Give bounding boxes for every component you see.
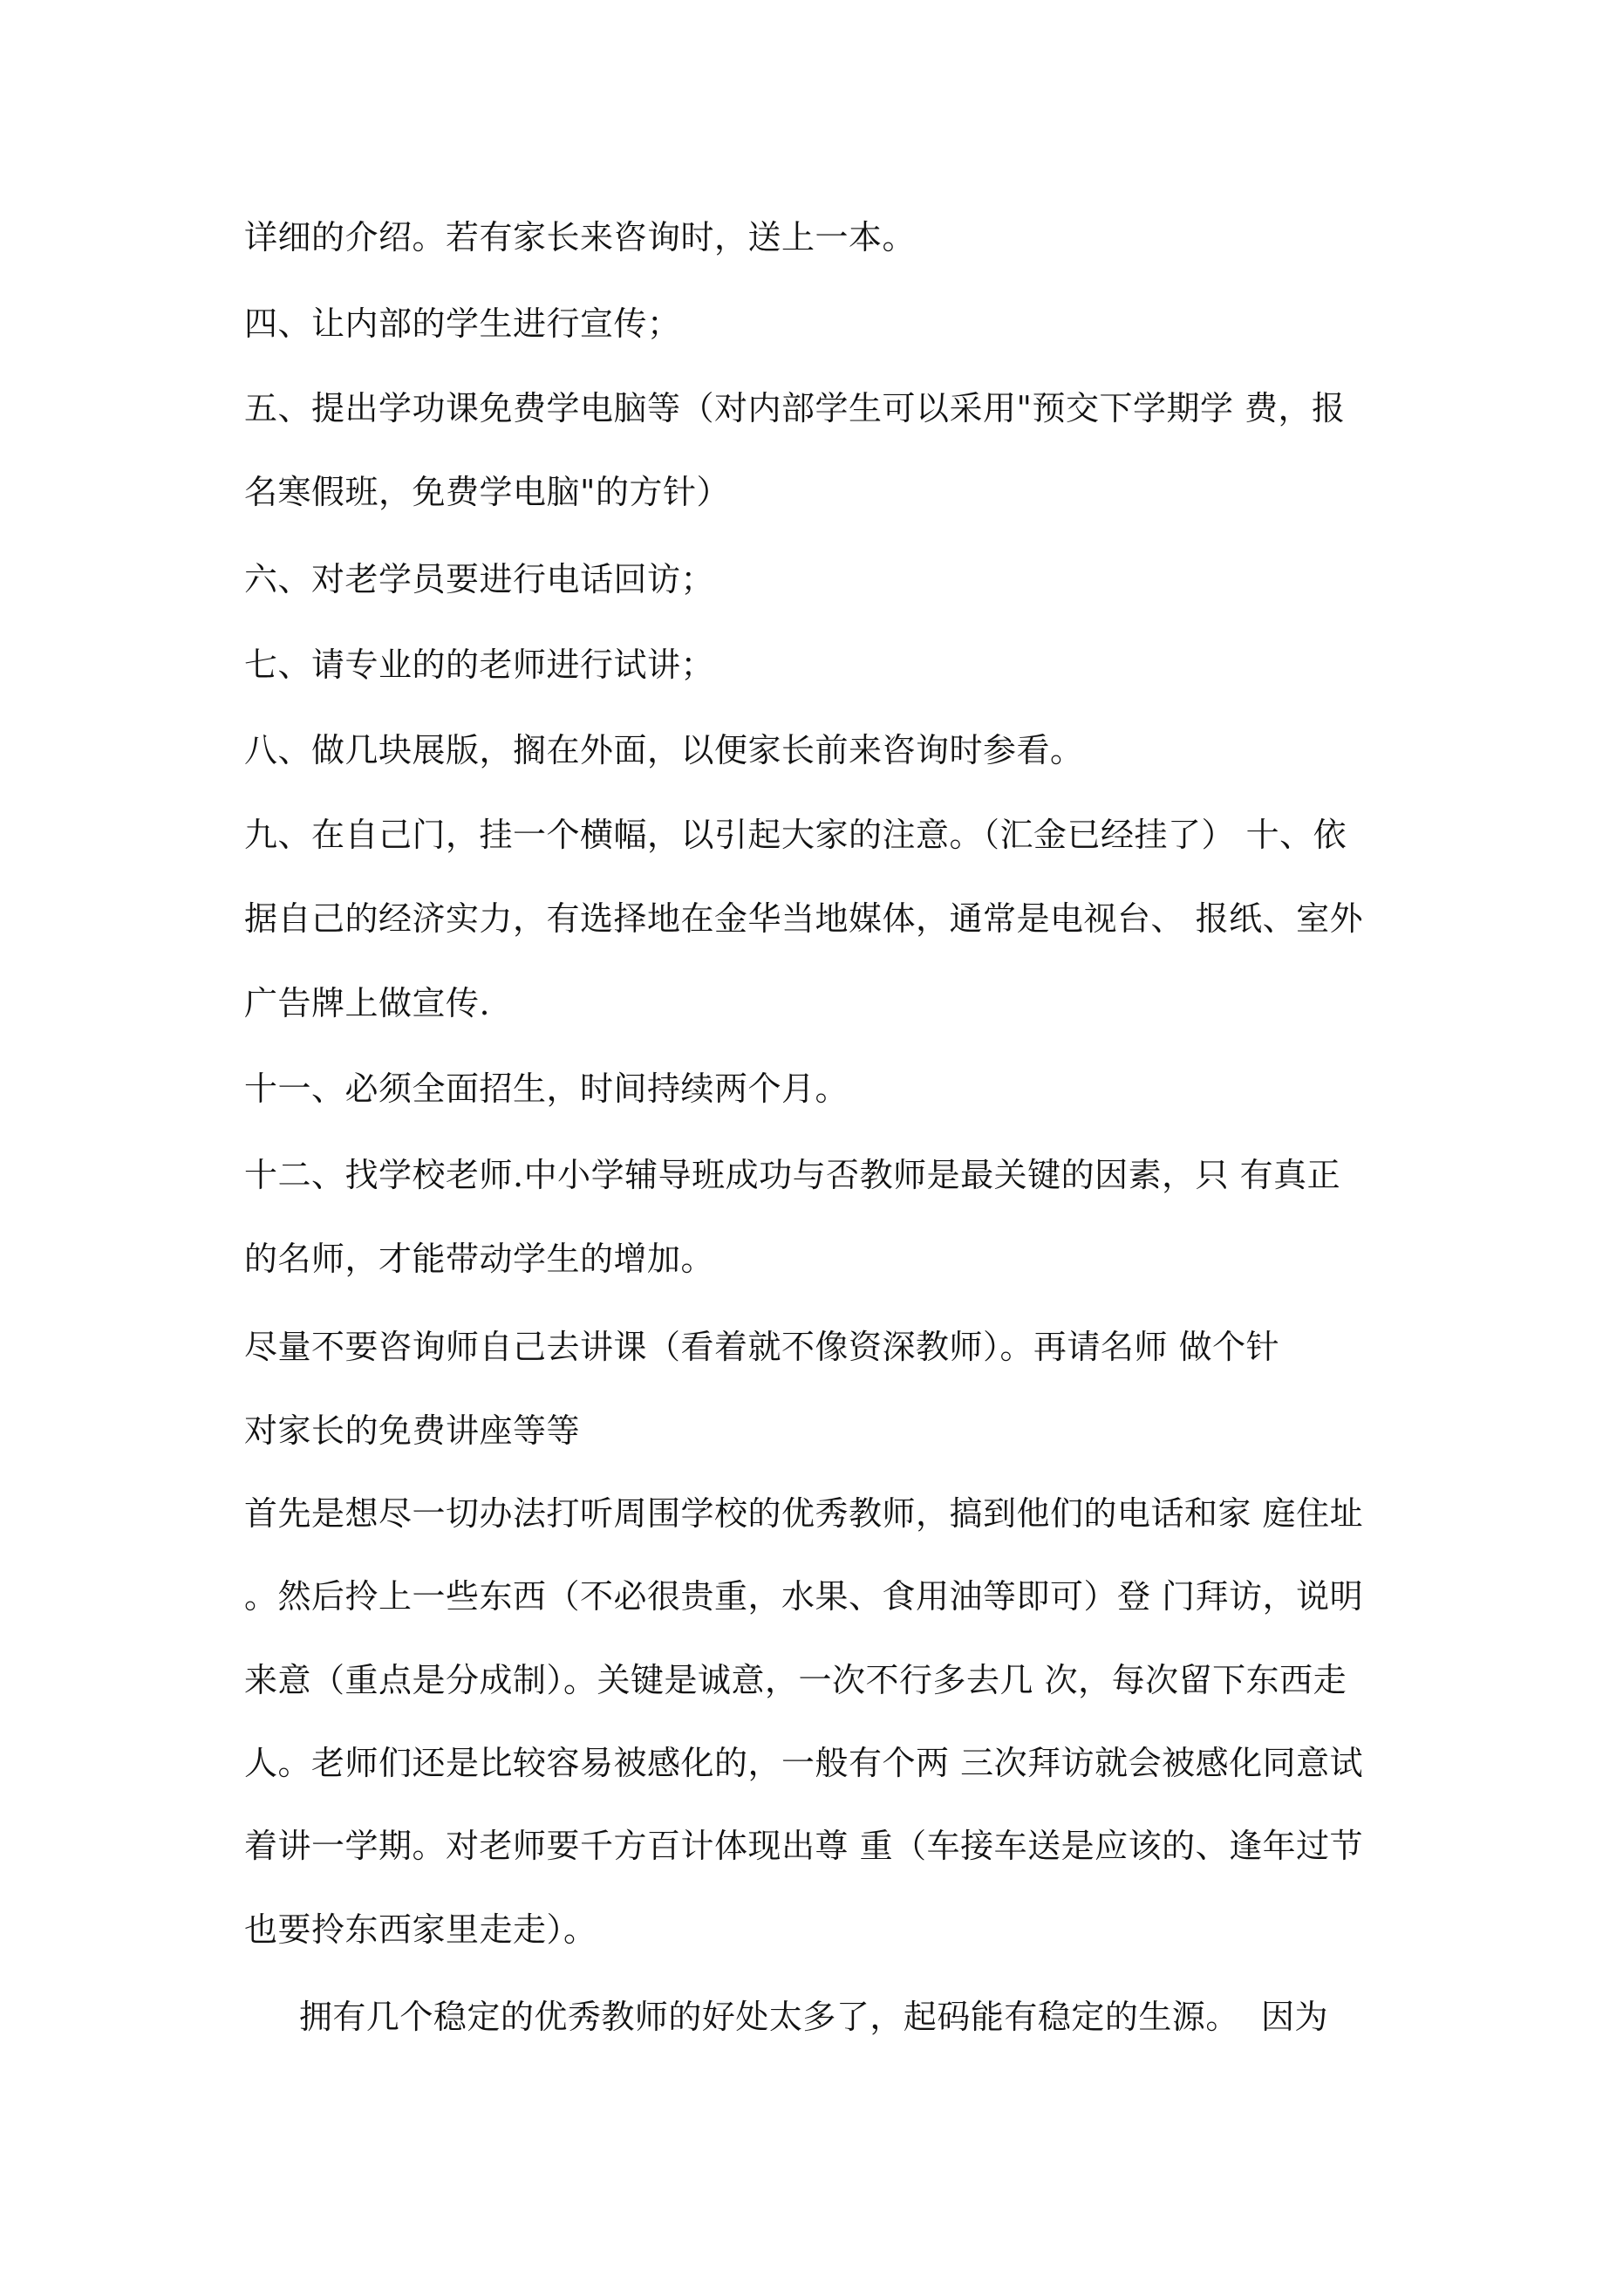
text-line: 来意（重点是分成制）。关键是诚意，一次不行多去几 次，每次留下东西走 bbox=[244, 1661, 1347, 1699]
text-line: 首先是想尽一切办法打听周围学校的优秀教师，搞到他们的电话和家 庭住址 bbox=[244, 1494, 1364, 1533]
text-line: 四、让内部的学生进行宣传； bbox=[244, 304, 681, 343]
text-line: 也要拎东西家里走走）。 bbox=[244, 1910, 597, 1949]
text-line: 九、在自己门，挂一个横幅，以引起大家的注意。（汇金已经挂了） 十、依 bbox=[244, 816, 1347, 854]
text-line: 尽量不要咨询师自己去讲课（看着就不像资深教师）。再请名师 做个针 bbox=[244, 1328, 1280, 1366]
text-line: 对家长的免费讲座等等 bbox=[244, 1411, 581, 1450]
text-line: 详细的介绍。若有家长来咨询时，送上一本。 bbox=[244, 218, 917, 256]
text-line: 十二、找学校老师.中小学辅导班成功与否教师是最关键的因素，只 有真正 bbox=[244, 1156, 1341, 1194]
text-line: 五、提出学功课免费学电脑等（对内部学生可以采用"预交下学期学 费，报 bbox=[244, 389, 1346, 427]
text-line: 七、请专业的的老师进行试讲； bbox=[244, 646, 715, 684]
text-line: 名寒假班，免费学电脑"的方针） bbox=[244, 473, 730, 511]
text-line: 着讲一学期。对老师要千方百计体现出尊 重（车接车送是应该的、逢年过节 bbox=[244, 1827, 1364, 1865]
text-line: 六、对老学员要进行电话回访； bbox=[244, 560, 715, 598]
text-line: 据自己的经济实力，有选择地在金华当地媒体，通常是电视台、 报纸、室外 bbox=[244, 899, 1364, 938]
text-line: 拥有几个稳定的优秀教师的好处太多了，起码能有稳定的生源。 因为 bbox=[244, 1998, 1329, 2036]
text-line: 广告牌上做宣传. bbox=[244, 984, 491, 1022]
text-line: 八、做几块展版，搁在外面，以便家长前来咨询时参看。 bbox=[244, 731, 1084, 769]
text-line: 人。老师们还是比较容易被感化的，一般有个两 三次拜访就会被感化同意试 bbox=[244, 1744, 1364, 1782]
text-line: 。然后拎上一些东西（不必很贵重，水果、食用油等即可）登 门拜访，说明 bbox=[244, 1577, 1364, 1616]
text-line: 的名师，才能带动学生的增加。 bbox=[244, 1240, 715, 1278]
text-line: 十一、必须全面招生，时间持续两个月。 bbox=[244, 1069, 849, 1108]
